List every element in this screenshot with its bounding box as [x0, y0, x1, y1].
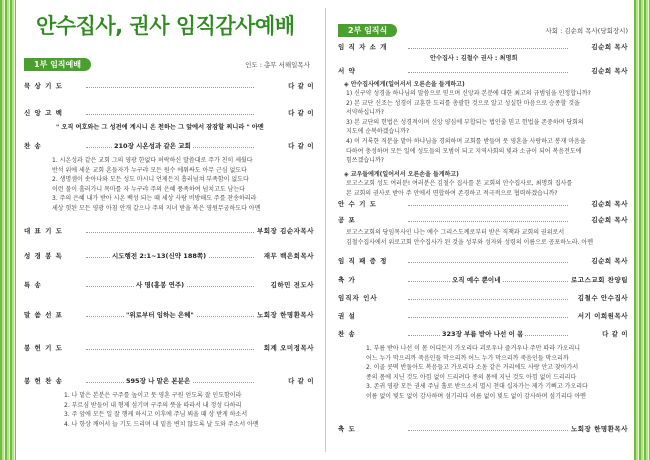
- vow-church-text: 로고스교회 성도 여러분! 여러분은 김철수 집사를 본 교회의 안수집사로, 최명희 집사를 본 교회의 권사로 받아 주 안에서 면합하여 존경하고 적극적으로 협력하겠습니까?: [346, 180, 573, 197]
- order-row: [338, 66, 628, 76]
- order-label: 임 직 패 증 정: [338, 257, 388, 265]
- vow-church-title: ◈ 교우들에게(일어서서 오른손을 들게하고): [344, 171, 459, 178]
- order-label: 성 경 봉 독: [24, 252, 63, 260]
- order-person: 김철수 안수집사: [575, 293, 628, 303]
- order-row: [338, 293, 628, 303]
- order-label: 안 수 기 도: [338, 200, 377, 208]
- order-label: 권 설: [338, 312, 356, 320]
- order-row: [24, 343, 314, 353]
- order-label: 임직자 인사: [338, 294, 378, 302]
- order-label: 찬 송: [338, 330, 356, 338]
- vow-deacon-questions: 1) 신구약 성경을 하나님의 말씀으로 믿으며 신앙과 본분에 대한 최고의 규범임을 인정합니까? 2) 본 교단 신조는 성경이 교훈한 도리를 총괄한 것으로 알고 성실한 마음으로 승종할 것을 서약하십니까? 3) 본 교단의 헌법은 성경적이며 신앙 양심에 부합되는 법인줄 믿고 헌법을 존중하며 당회의 지도에 순복하겠습니까? 4) 이 거룩한 직분을 맡아 하나님을 경외하며 교회를 받들며 뭇 영혼을 사랑하고 봉재 마음을 다하여 충성하며 모든 일에 성도들의 모범이 되고 지역사회의 빛과 소금이 되어 복음전도에 힘쓰겠습니까?: [346, 90, 591, 165]
- proclamation-text: 로고스교회의 당임목사인 나는 예수 그리스도께로부터 받은 직책과 교회의 권위로서 김철수집사에서 위로고회 안수집사가 된 것을 성부와 성자와 성령의 이름으로 공포하노라. 아멘: [346, 229, 594, 246]
- order-label: 봉 헌 찬 송: [24, 377, 63, 385]
- order-person: 다 같 이: [285, 81, 314, 91]
- worship-leader: 인도 : 총무 서해일목사: [245, 61, 310, 69]
- page-left: [24, 0, 314, 460]
- order-label: 대 표 기 도: [24, 227, 63, 235]
- order-person: 회계 오미정목사: [261, 343, 314, 353]
- offering-hymn-lyrics: 1. 나 맡은 본분은 구주를 높이고 뭇 영혼 구원 얻도록 잘 인도함이라 2. 부르심 받들어 내 형제 섬기며 구주의 뜻을 따라서 내 정성 다하리 3. 주 앞에 모든 일 잘 행케 하시고 이후에 주님 뵈올 때 상 받게 하소서 4. 나 항상 깨어서 늘 기도 드리며 내 밑음 변치 않도록 날 도와 주소서 아멘: [64, 392, 259, 428]
- order-person: 김순희 목사: [588, 42, 628, 52]
- order-row: [24, 280, 314, 290]
- order-item: 오직 예수 뿐이네: [452, 276, 501, 284]
- order-item: "위로부터 임하는 은혜": [126, 311, 194, 319]
- page-divider: [325, 8, 326, 452]
- left-stripe-decoration: [0, 0, 16, 460]
- order-label: 축 도: [338, 425, 356, 433]
- order-item: 210장 시온성과 같은 교회: [114, 142, 191, 150]
- order-row: [338, 311, 628, 321]
- order-row: [338, 42, 628, 52]
- order-row: [24, 376, 314, 386]
- page-right: [338, 0, 628, 460]
- order-label: 봉 헌 기 도: [24, 344, 63, 352]
- appointees: 안수집사 : 김철수 권사 : 최명희: [430, 55, 518, 62]
- order-item: 사 명(홍봉 연주): [136, 281, 185, 289]
- creed-quote: " 오직 여호와는 그 성전에 계시니 온 천하는 그 앞에서 잠잠할 찌니라 " 아멘: [56, 124, 264, 131]
- order-person: 노회장 한명환목사: [254, 310, 314, 320]
- order-row: [338, 424, 628, 434]
- hymn-lyrics: 1. 부름 받아 나선 이 몸 어디든지 가오리다 괴로우나 즐거우나 주만 따라 가오리니 어느 누가 막으리까 죽음인들 막으리까 어느 누가 막으리까 죽음인들 막으리까 2. 이골 콧떡 반돌아도 복음들고 가오리다 소돔 같은 거리에도 사랑 안고 찾아가서 종의 몸에 지닌 것도 아낌 없이 드리려다 종의 몸에 지닌 것도 아낌 없이 드리리다 3. 존귀 영광 모든 권세 주님 홀로 받으소서 멸시 천대 십자가는 제가 기뻐고 가오리다 이름 없이 빛도 없이 감사하며 섬기리다 이름 없이 빛도 없이 감사하며 섬기리다 아멘: [366, 345, 588, 400]
- section-tab-ordination: 2부 임직식: [338, 24, 397, 37]
- vow-deacon-title: ◈ 안수집사에게(일어서서 오른손을 들게하고): [344, 81, 465, 88]
- order-person: 부회장 김순자목사: [254, 226, 314, 236]
- order-row: [24, 226, 314, 236]
- order-person: 다 같 이: [285, 376, 314, 386]
- hymn-lyrics: 1. 시온성과 같은 교회 그의 영광 한없다 허락하신 말씀대로 주가 친히 세웠다 반석 위에 세운 교회 흔들자가 누구랴 모든 원수 에워싸도 아무 근심 없도다 2. 생명샘이 솟아나와 모든 성도 마시니 언제든지 흡러넘쳐 부족함이 없도다 이런 물이 흘러가니 목마를 자 누구랴 주의 은혜 풍족하여 넘치고도 남는다 3. 주의 은혜 내가 받아 시온 백성 되는 때 세상 사람 비방해도 주를 찬송하리라 세상 헛된 모든 영광 아침 안개 같으나 주의 지녀 받을 복은 영원무궁하도다 아멘: [52, 157, 261, 212]
- order-row: [24, 251, 314, 261]
- order-label: 공 포: [338, 216, 356, 224]
- order-person: 김순희 목사: [588, 66, 628, 76]
- order-label: 말 씀 선 포: [24, 311, 63, 319]
- order-person: 노회장 한명환목사: [568, 424, 628, 434]
- order-label: 축 가: [338, 276, 356, 284]
- order-item: 시도행전 2:1~13(신약 188쪽): [112, 252, 207, 260]
- order-row: [338, 199, 628, 209]
- order-label: 특 송: [24, 281, 42, 289]
- order-person: 재무 백은희목사: [261, 251, 314, 261]
- order-label: 묵 상 기 도: [24, 82, 63, 90]
- order-item: 595장 나 맡은 본분은: [126, 377, 191, 385]
- order-row: [24, 310, 314, 320]
- order-row: [24, 108, 314, 118]
- order-label: 신 앙 고 백: [24, 109, 63, 117]
- order-person: 다 같 이: [285, 108, 314, 118]
- order-row: [24, 81, 314, 91]
- order-person: 김순희 목사: [588, 199, 628, 209]
- ordination-leader: 사회 : 김순희 목사(당회장시): [545, 27, 628, 35]
- order-row: [338, 256, 628, 266]
- order-row: [338, 275, 628, 285]
- order-row: [24, 141, 314, 151]
- order-person: 김하민 전도사: [268, 280, 314, 290]
- order-label: 서 약: [338, 67, 356, 75]
- order-person: 다 같 이: [285, 141, 314, 151]
- order-person: 서기 이희원목사: [575, 311, 628, 321]
- order-person: 김순희 목사: [588, 215, 628, 225]
- order-label: 임 직 자 소 개: [338, 43, 388, 51]
- order-person: 로고스교회 찬양팀: [568, 275, 628, 285]
- right-stripe-decoration: [634, 0, 650, 460]
- order-row: [338, 329, 628, 339]
- order-row: [338, 215, 628, 225]
- order-person: 김순희 목사: [588, 256, 628, 266]
- order-person: 다 같 이: [599, 329, 628, 339]
- section-tab-worship: 1부 임직예배: [24, 58, 91, 71]
- page-title: 안수집사, 권사 임직감사예배: [36, 14, 295, 38]
- order-label: 찬 송: [24, 142, 42, 150]
- order-item: 323장 부름 받아 나선 이 몸: [442, 330, 524, 338]
